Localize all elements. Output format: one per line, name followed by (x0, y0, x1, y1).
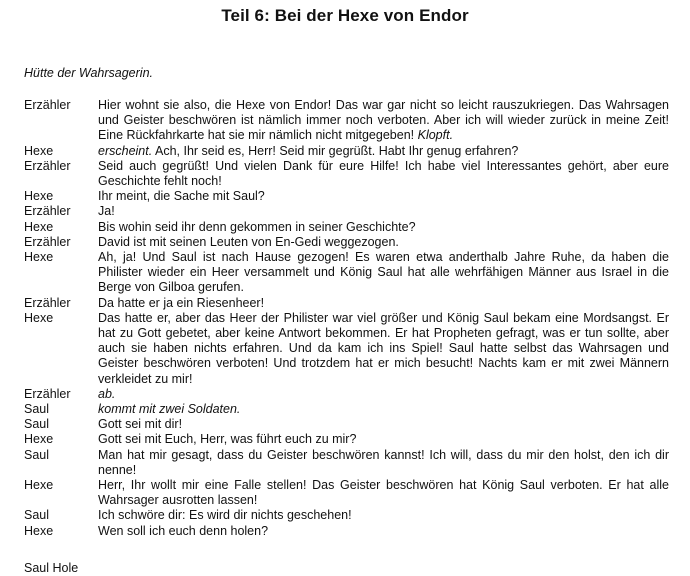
spoken-text: Da hatte er ja ein Riesenheer! (98, 295, 265, 310)
dialogue-text (98, 387, 669, 402)
spoken-text: Wen soll ich euch denn holen? (98, 523, 269, 538)
spoken-text: Ach, Ihr seid es, Herr! Seid mir gegrüßt. Habt Ihr genug erfahren? (155, 143, 519, 158)
dialogue-line (24, 402, 684, 417)
dialogue-text (98, 204, 669, 219)
dialogue-line (24, 189, 684, 204)
scene-direction: Hütte der Wahrsagerin. (24, 66, 153, 80)
dialogue-text (98, 524, 669, 539)
cut-off-line (24, 561, 78, 576)
dialogue-line (24, 387, 684, 402)
speaker-name: Hexe (24, 310, 54, 325)
dialogue-line (24, 311, 684, 387)
dialogue-text (98, 402, 669, 417)
dialogue-text (98, 189, 669, 204)
stage-direction: erscheint. (98, 143, 153, 158)
dialogue-text (98, 417, 669, 432)
dialogue-text (98, 448, 669, 478)
spoken-text: David ist mit seinen Leuten von En-Gedi weggezogen. (98, 234, 399, 249)
speaker-name: Hexe (24, 189, 54, 204)
spoken-text: Ihr meint, die Sache mit Saul? (98, 189, 265, 204)
dialogue-line (24, 159, 684, 189)
dialogue-text (98, 432, 669, 447)
dialogue-text (98, 508, 669, 523)
dialogue-line (24, 508, 684, 523)
dialogue-text (98, 220, 669, 235)
dialogue-line (24, 478, 684, 508)
spoken-text: Bis wohin seid ihr denn gekommen in seiner Geschichte? (98, 219, 416, 234)
dialogue-text (98, 98, 669, 144)
speaker-name: Saul (24, 417, 50, 432)
dialogue-line (24, 524, 684, 539)
speaker-name: Hexe (24, 250, 54, 265)
spoken-text: Gott sei mit Euch, Herr, was führt euch zu mir? (98, 432, 357, 447)
spoken-text: Gott sei mit dir! (98, 417, 183, 432)
dialogue-line (24, 417, 684, 432)
cut-off-speaker: Saul (24, 561, 50, 575)
dialogue-text (98, 144, 669, 159)
dialogue-text (98, 250, 669, 296)
speaker-name: Erzähler (24, 234, 71, 249)
dialogue-text (98, 478, 669, 508)
speaker-name: Hexe (24, 523, 54, 538)
dialogue-line (24, 98, 684, 144)
speaker-name: Erzähler (24, 98, 71, 112)
spoken-text: Ja! (98, 204, 115, 219)
dialogue-line (24, 220, 684, 235)
dialogue-line (24, 432, 684, 447)
speaker-name: Saul (24, 508, 50, 523)
stage-direction: kommt mit zwei Soldaten. (98, 402, 241, 417)
dialogue-line (24, 448, 684, 478)
speaker-name: Hexe (24, 478, 54, 493)
spoken-text: Man hat mir gesagt, dass du Geister beschwören kannst! Ich will, dass du mir den holst, den ich dir nenne! (98, 447, 669, 477)
script-body (24, 98, 684, 539)
spoken-text: Ich schwöre dir: Es wird dir nichts geschehen! (98, 508, 352, 523)
spoken-text: Ah, ja! Und Saul ist nach Hause gezogen! Es waren etwa anderthalb Jahre Ruhe, da haben die Philister wieder ein Heer versammelt und König Saul hat alle wehrfähigen Männer aus Israel in die Berge von Gilboa gerufen. (98, 250, 669, 295)
stage-direction: ab. (98, 386, 116, 401)
speaker-name: Erzähler (24, 204, 71, 219)
page-title: Teil 6: Bei der Hexe von Endor (221, 6, 469, 25)
speaker-name: Erzähler (24, 386, 71, 401)
stage-direction: Klopft. (417, 128, 454, 143)
dialogue-text (98, 296, 669, 311)
speaker-name: Saul (24, 402, 50, 417)
dialogue-line (24, 296, 684, 311)
speaker-name: Hexe (24, 143, 54, 158)
dialogue-line (24, 250, 684, 296)
spoken-text: Hier wohnt sie also, die Hexe von Endor! Das war gar nicht so leicht rauszukriegen. Das Wahrsagen und Geister beschwören ist nämlich immer noch verboten. Aber ich will wieder zurück in meine Zeit! Eine Rückfahrkarte hat sie mir nämlich nicht mitgegeben! (98, 98, 669, 143)
dialogue-line (24, 204, 684, 219)
dialogue-text (98, 159, 669, 189)
speaker-name: Saul (24, 447, 50, 462)
speaker-name: Hexe (24, 432, 54, 447)
dialogue-text (98, 311, 669, 387)
dialogue-text (98, 235, 669, 250)
spoken-text: Seid auch gegrüßt! Und vielen Dank für eure Hilfe! Ich habe viel Interessantes gehört, aber eure Geschichte fehlt noch! (98, 158, 669, 189)
speaker-name: Hexe (24, 219, 54, 234)
spoken-text: Das hatte er, aber das Heer der Philister war viel größer und König Saul bekam eine Mordsangst. Er hat zu Gott gebetet, aber keine Antwort bekommen. Er hat Propheten gefragt, was er tun sollte, aber auch sie haben nichts erfahren. Und da kam ich ins Spiel! Saul hatte selbst das Wahrsagen und Geister beschwören verboten! Und trotzdem hat er mich besucht! Nachts kam er mit zwei Männern verkleidet zu mir! (98, 310, 669, 386)
speaker-name: Erzähler (24, 295, 71, 310)
speaker-name: Erzähler (24, 158, 71, 173)
cut-off-text: Hole (52, 561, 79, 575)
spoken-text: Herr, Ihr wollt mir eine Falle stellen! Das Geister beschwören hat König Saul verboten. Er hat alle Wahrsager ausrotten lassen! (98, 478, 669, 508)
dialogue-line (24, 144, 684, 159)
dialogue-line (24, 235, 684, 250)
